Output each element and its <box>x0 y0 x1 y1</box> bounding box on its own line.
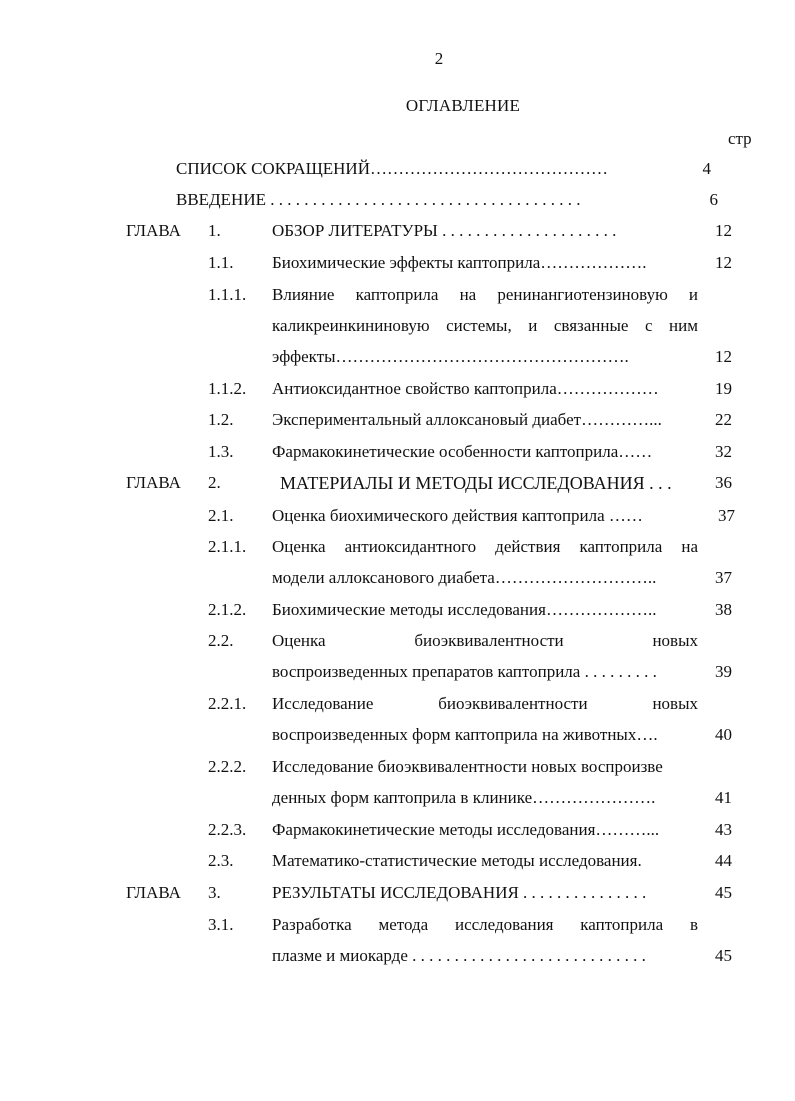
toc-entry-title-line: Оценка биоэквивалентности новых <box>272 631 698 650</box>
toc-entry-page: 12 <box>715 221 732 240</box>
toc-entry-number: 2.1.1. <box>208 537 247 556</box>
toc-entry-number: 2.2.2. <box>208 757 247 776</box>
toc-entry-title-line: денных форм каптоприла в клинике…………………. <box>272 788 656 807</box>
toc-entry-title-line: воспроизведенных препаратов каптоприла . . . . . . . . . <box>272 662 657 681</box>
toc-entry-number: 1.1.1. <box>208 285 247 304</box>
toc-entry-page: 4 <box>702 159 711 178</box>
toc-entry-page: 37 <box>715 568 732 587</box>
toc-entry-title-line: Влияние каптоприла на ренинангиотензиновую и <box>272 285 698 304</box>
toc-entry-page: 36 <box>715 473 732 492</box>
toc-entry-title: МАТЕРИАЛЫ И МЕТОДЫ ИССЛЕДОВАНИЯ . . . <box>280 473 672 493</box>
toc-entry-number: 1. <box>208 221 221 240</box>
toc-entry-introduction <box>176 190 688 210</box>
toc-entry-title-line: эффекты……………………………………………. <box>272 347 629 366</box>
toc-entry-title-line: плазме и миокарде . . . . . . . . . . . . . . . . . . . . . . . . . . . . <box>272 946 646 965</box>
toc-entry-page: 32 <box>715 442 732 461</box>
toc-entry-page: 45 <box>715 883 732 902</box>
toc-entry-title-line: воспроизведенных форм каптоприла на животных…. <box>272 725 658 744</box>
page-column-label: стр <box>728 129 752 148</box>
toc-entry-page: 45 <box>715 946 732 965</box>
toc-entry-number: 1.2. <box>208 410 234 429</box>
toc-entry-title: Биохимические методы исследования……………….. <box>272 600 657 619</box>
toc-entry-page: 12 <box>715 253 732 272</box>
toc-entry-page: 39 <box>715 662 732 681</box>
toc-entry-number: 1.1.2. <box>208 379 247 398</box>
toc-entry-number: 2. <box>208 473 221 492</box>
toc-entry-title-line: каликреинкининовую системы, и связанные с ним <box>272 316 698 335</box>
toc-entry-number: 1.1. <box>208 253 234 272</box>
toc-entry-page: 19 <box>715 379 732 398</box>
toc-entry-page: 41 <box>715 788 732 807</box>
toc-entry-page: 6 <box>709 190 718 209</box>
toc-entry-title: Фармакокинетические методы исследования………... <box>272 820 660 839</box>
toc-chapter-label: ГЛАВА <box>126 221 181 240</box>
toc-entry-title: Фармакокинетические особенности каптоприла…… <box>272 442 653 461</box>
toc-entry-title-line: модели аллоксанового диабета……………………….. <box>272 568 657 587</box>
toc-entry-number: 2.2.3. <box>208 820 247 839</box>
toc-entry-number: 2.3. <box>208 851 234 870</box>
toc-entry-page: 43 <box>715 820 732 839</box>
toc-entry-page: 22 <box>715 410 732 429</box>
toc-entry-number: 2.1.2. <box>208 600 247 619</box>
toc-entry-title-line: Исследование биоэквивалентности новых <box>272 694 698 713</box>
toc-entry-number: 2.2.1. <box>208 694 247 713</box>
toc-entry-page: 44 <box>715 851 732 870</box>
toc-entry-number: 2.2. <box>208 631 234 650</box>
toc-entry-page: 12 <box>715 347 732 366</box>
toc-entry-page: 38 <box>715 600 732 619</box>
toc-entry-number: 3.1. <box>208 915 234 934</box>
toc-entry-title: Математико-статистические методы исследования. <box>272 851 642 870</box>
toc-entry-number: 1.3. <box>208 442 234 461</box>
page-title: ОГЛАВЛЕНИЕ <box>405 96 521 115</box>
toc-entry-page: 37 <box>718 506 735 525</box>
toc-entry-title: ОБЗОР ЛИТЕРАТУРЫ . . . . . . . . . . . . . . . . . . . . . <box>272 221 617 240</box>
toc-entry-title-line: Разработка метода исследования каптоприла в <box>272 915 698 934</box>
toc-chapter-label: ГЛАВА <box>126 473 181 492</box>
toc-entry-title: Антиоксидантное свойство каптоприла……………… <box>272 379 659 398</box>
toc-entry-title: Оценка биохимического действия каптоприла …… <box>272 506 643 525</box>
toc-entry-abbreviations <box>176 159 688 179</box>
toc-entry-page: 40 <box>715 725 732 744</box>
toc-entry-title: РЕЗУЛЬТАТЫ ИССЛЕДОВАНИЯ . . . . . . . . . . . . . . . <box>272 883 647 902</box>
toc-entry-title: Биохимические эффекты каптоприла………………. <box>272 253 647 272</box>
toc-entry-title-line: Оценка антиоксидантного действия каптоприла на <box>272 537 698 556</box>
page-number: 2 <box>434 49 444 68</box>
toc-entry-title-line: Исследование биоэквивалентности новых воспроизве <box>272 757 663 776</box>
toc-entry-title: Экспериментальный аллоксановый диабет…………... <box>272 410 662 429</box>
toc-chapter-label: ГЛАВА <box>126 883 181 902</box>
toc-entry-number: 2.1. <box>208 506 234 525</box>
toc-entry-title: ВВЕДЕНИЕ . . . . . . . . . . . . . . . . . . . . . . . . . . . . . . . . . . . . . <box>176 190 581 209</box>
toc-entry-title: СПИСОК СОКРАЩЕНИЙ…………………………………… <box>176 159 608 178</box>
toc-entry-number: 3. <box>208 883 221 902</box>
